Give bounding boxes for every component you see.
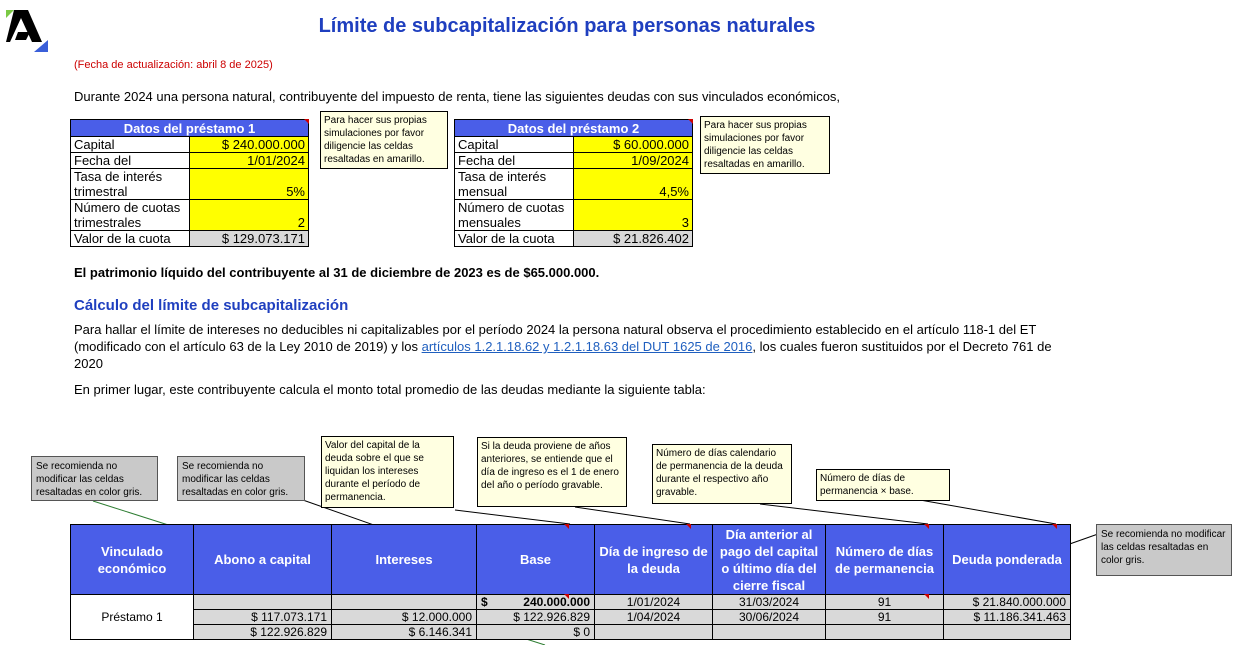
loan2-valor-label: Valor de la cuota: [455, 231, 574, 247]
cell-dias: [826, 625, 944, 640]
loan2-fecha-label: Fecha del: [455, 153, 574, 169]
note-celdas-gris-2: Se recomienda no modificar las celdas resaltadas en color gris.: [177, 456, 305, 501]
cell-dias: 91: [826, 595, 944, 610]
cell-anterior: 31/03/2024: [713, 595, 826, 610]
table-intro-paragraph: En primer lugar, este contribuyente calcula el monto total promedio de las deudas mediante la siguiente tabla:: [74, 382, 706, 397]
cell-ponderada: $ 11.186.341.463: [944, 610, 1071, 625]
loan2-fecha-cell[interactable]: 1/09/2024: [574, 153, 693, 169]
update-date: (Fecha de actualización: abril 8 de 2025): [74, 59, 273, 71]
cell-base: $ 240.000.000: [477, 595, 595, 610]
loan1-valor-cell: $ 129.073.171: [190, 231, 309, 247]
note-simulaciones-1: Para hacer sus propias simulaciones por favor diligencie las celdas resaltadas en amarillo.: [320, 111, 448, 169]
cell-ingreso: [595, 625, 713, 640]
comment-indicator: [686, 524, 691, 529]
cell-intereses: [332, 595, 477, 610]
loan2-cuotas-cell[interactable]: 3: [574, 200, 693, 231]
cell-ponderada: [944, 625, 1071, 640]
note-dias-calendario: Número de días calendario de permanencia de la deuda durante el respectivo año gravable.: [652, 444, 792, 504]
cell-ingreso: 1/01/2024: [595, 595, 713, 610]
loan1-fecha-cell[interactable]: 1/01/2024: [190, 153, 309, 169]
cell-abono: [194, 595, 332, 610]
loan2-valor-cell: $ 21.826.402: [574, 231, 693, 247]
cell-anterior: 30/06/2024: [713, 610, 826, 625]
procedure-line-2: (modificado con el artículo 63 de la Ley 2010 de 2019) y los artículos 1.2.1.18.62 y 1.2.1.18.63 del DUT 1625 de 2016, los cuales fueron sustituidos por el Decreto 761 de: [74, 339, 1052, 354]
header-vinculado: Vinculado económico: [71, 525, 194, 595]
cell-anterior: [713, 625, 826, 640]
procedure-line-3: 2020: [74, 356, 103, 371]
table-row: [71, 610, 1071, 625]
procedure-line-1: Para hallar el límite de intereses no deducibles ni capitalizables por el período 2024 la persona natural observa el procedimiento establecido en el artículo 118-1 del ET: [74, 322, 1037, 337]
header-deuda-ponderada: Deuda ponderada: [944, 525, 1071, 595]
note-anios-anteriores: Si la deuda proviene de años anteriores, se entiende que el día de ingreso es el 1 de enero del año o período gravable.: [477, 437, 627, 507]
patrimonio-statement: El patrimonio líquido del contribuyente al 31 de diciembre de 2023 es de $65.000.000.: [74, 265, 600, 280]
note-simulaciones-2: Para hacer sus propias simulaciones por favor diligencie las celdas resaltadas en amarillo.: [700, 116, 830, 174]
loan1-tasa-cell[interactable]: 5%: [190, 169, 309, 200]
header-abono: Abono a capital: [194, 525, 332, 595]
loan1-title: Datos del préstamo 1: [71, 120, 309, 137]
comment-indicator: [564, 594, 569, 599]
note-celdas-gris-3: Se recomienda no modificar las celdas resaltadas en color gris.: [1096, 524, 1232, 576]
table-row: [71, 625, 1071, 640]
cell-intereses: $ 12.000.000: [332, 610, 477, 625]
cell-base: $ 122.926.829: [477, 610, 595, 625]
debt-table: [70, 524, 1071, 640]
header-dias-permanencia: Número de días de permanencia: [826, 525, 944, 595]
cell-ponderada: $ 21.840.000.000: [944, 595, 1071, 610]
cell-ingreso: 1/04/2024: [595, 610, 713, 625]
loan2-tasa-cell[interactable]: 4,5%: [574, 169, 693, 200]
loan1-tasa-label: Tasa de interés trimestral: [71, 169, 190, 200]
dut-articles-link[interactable]: artículos 1.2.1.18.62 y 1.2.1.18.63 del DUT 1625 de 2016: [421, 339, 753, 354]
cell-intereses: $ 6.146.341: [332, 625, 477, 640]
page-title: Límite de subcapitalización para personas naturales: [318, 15, 816, 37]
loan1-fecha-label: Fecha del: [71, 153, 190, 169]
loan1-cuotas-cell[interactable]: 2: [190, 200, 309, 231]
row-label-prestamo-1: Préstamo 1: [71, 595, 194, 640]
loan1-valor-label: Valor de la cuota: [71, 231, 190, 247]
section-subtitle: Cálculo del límite de subcapitalización: [74, 297, 349, 314]
intro-paragraph: Durante 2024 una persona natural, contribuyente del impuesto de renta, tiene las siguientes deudas con sus vinculados económicos,: [74, 89, 841, 104]
header-dia-ingreso: Día de ingreso de la deuda: [595, 525, 713, 595]
comment-indicator: [564, 524, 569, 529]
loan2-title: Datos del préstamo 2: [455, 120, 693, 137]
comment-indicator: [1052, 524, 1057, 529]
note-dias-base: Número de días de permanencia × base.: [816, 469, 950, 501]
comment-indicator: [924, 594, 929, 599]
loan2-capital-cell[interactable]: $ 60.000.000: [574, 137, 693, 153]
cell-base: $ 0: [477, 625, 595, 640]
loan1-capital-label: Capital: [71, 137, 190, 153]
loan1-cuotas-label: Número de cuotas trimestrales: [71, 200, 190, 231]
loan2-cuotas-label: Número de cuotas mensuales: [455, 200, 574, 231]
note-celdas-gris-1: Se recomienda no modificar las celdas resaltadas en color gris.: [31, 456, 158, 501]
table-row: [71, 595, 1071, 610]
loan2-capital-label: Capital: [455, 137, 574, 153]
header-dia-anterior: Día anterior al pago del capital o último día del cierre fiscal: [713, 525, 826, 595]
header-intereses: Intereses: [332, 525, 477, 595]
comment-indicator: [924, 524, 929, 529]
loan2-tasa-label: Tasa de interés mensual: [455, 169, 574, 200]
loan1-capital-cell[interactable]: $ 240.000.000: [190, 137, 309, 153]
cell-dias: 91: [826, 610, 944, 625]
cell-abono: $ 122.926.829: [194, 625, 332, 640]
header-base: Base: [477, 525, 595, 595]
cell-abono: $ 117.073.171: [194, 610, 332, 625]
note-valor-capital: Valor del capital de la deuda sobre el que se liquidan los intereses durante el período de permanencia.: [321, 436, 454, 508]
